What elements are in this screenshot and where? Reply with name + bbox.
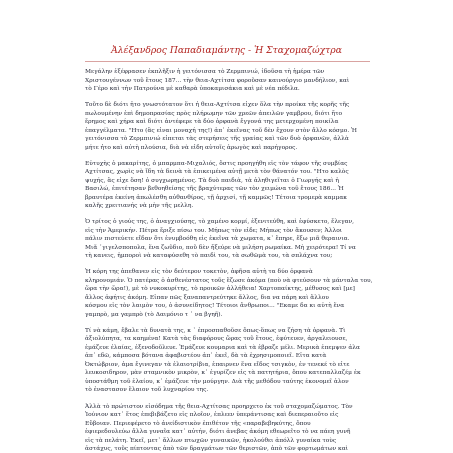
paragraph-line: βραυτέρα ἐκείνη ἀπωλέσθη αὐθανθίρος, τῇ ἀρχισί, τῇ καμμῶς! Τέτοια τρομερὰ καμμακ: [85, 194, 347, 201]
paragraph: [85, 160, 373, 211]
paragraph: [85, 101, 373, 152]
paragraph-line: ἐμάζευε ἐλαίας, ἐξενοδοῦλευε. Ἐμάζευε κουμαρια καὶ τὰ ἐβραζε μέλι. Μερικὰ ἐπεμψεν ἀλα: [85, 344, 361, 351]
paragraph-line: ἀστάχυς, τοῦς πίπτοντας ἀπὸ τῶν δραγμάτων τῶν θεριστῶν, ἀπὸ τῶν φορτωμάτων καὶ: [85, 446, 349, 453]
paragraph: [85, 327, 373, 395]
paragraph-line: ψυχής, ἂς εἶχε ὅση! ὁ συγχωρημένος. Τὰ δυὸ παιδιὰ, τὰ ἀληθιγεῖται ὁ Γιωργής καὶ ἡ: [85, 177, 339, 184]
paragraph-line: Ἀλλὰ τὸ πρώτιστον εἰσόδημα τῆς θεια-Αχτίτσας προηρχετο ἐκ τοῦ σταχομαζώματος. Τὸν: [85, 403, 353, 410]
paragraph: [85, 268, 373, 319]
paragraph-line: Βασιλώ, ἐπιτέτησαν βεθοηθείσης τῆς βραχύτερας τῶν τὸν χειμώνα τοῦ ἔτους 186... Ἡ: [85, 186, 344, 193]
paragraph: [85, 403, 373, 453]
paragraph-line: Τί νὰ κάμη, ἔβαλε τὰ δυνατὰ της, κ ᾽ ἐπροσπαθοῦσε ὅπως-ὅπως να ζήση τὰ ὀρφανὰ. Τὶ: [85, 327, 346, 334]
paragraph-line: Εὔβοιαν. Περιεφέρετο τὸ ἀνείδιστικὸν ἐπιθέτον τῆς «παραβεβηκύτης, ὅπου: [85, 420, 311, 427]
paragraph-line: καλῆς χρειτιανής νὰ μὴν τῆς μελλη.: [85, 203, 194, 210]
paragraph-line: Χριστουγέννων τοῦ ἔτους 187... τὴν θεια-Αχτίτσα φοροῦσαν καινούργιο μανδήλιον, καὶ: [85, 77, 350, 84]
paragraph-line: κληρονομιάν. Ὁ πατέρας ὁ ἀσθενέστατος τοῦς ἔζωσε ἀκόμα (ποὺ νὰ φτεύσουν τὰ μάνταλα του,: [85, 277, 373, 284]
paragraph: [85, 68, 373, 94]
paragraph-line: Ὁ τρίτος ὁ γιούς της, ὁ ἀναγχιούσης, τὸ χαμένο κορμί, ἐξενιτεύθη, καὶ ἐφύσκετο, ἔλεγαν,: [85, 219, 355, 226]
paragraph-line: γειτόνισσα τὸ Ζερμπινιώ εἶπεται τὰς στερήσεις τῆς γραίας καὶ τῶν δυὸ ὀρφανῶν, ἀλλὰ: [85, 136, 349, 143]
title-divider: [85, 61, 370, 62]
paragraph-line: Τοῦτο δὲ διότι ἦτο γνωστότατον ὅτι ἡ θεια-Αχτίτσα εἶχεν ὅλα τὴν προίκα τῆς κορῆς τῆς: [85, 102, 350, 109]
paragraph-line: τὸ Γέρο καὶ τὴν Πατρούνα μὲ καθαρὰ ὑποκαμισάκια καὶ μὲ νέα πέδιλα.: [85, 86, 300, 92]
document-title: Ἀλέξανδρος Παπαδιαμάντης - Ἡ Σταχομαζώχτρα: [111, 45, 342, 56]
paragraph-line: ἐπαγγέλματα. "Ητο (ἂς εἶναι μοναχή της!) ἀπ᾽ ἐκεῖνας τοῦ δὲν ἔχουν στὸν ἄλλο κόσμο. Ἡ: [85, 127, 357, 134]
paragraph-line: ἄλλος ἀφήτις ἀκόμη. Εἶπαν πῶς ξαναπαντρεύτηκε ἄλλος, δια να πάρη καὶ ἄλλου: [85, 294, 329, 301]
paragraph-line: πάλιν πιστεύετε εἴδαν ὅτι ἐνυμβοόθη εἰς ἐκεῖνα τὰ χωματα, κ᾽ ἔπηρε, ἔξω μιᾶ θεραινια.: [85, 236, 350, 243]
paragraph-line: Ἡ κόρη της ἀπεθανεν εἰς τὸν δεύτερον τοκετὸν, ἀφῆσα αὐτὴ τα δύο ὀρφανὰ: [85, 269, 313, 276]
paragraph-line: ἐφιερεδουλεύω ἄλλα γυναῖα κατ᾽ αὐτήν, διότι ἀνεβας ἀκόμη εθεωρεῖτο τὸ να πάεη γυνῆ: [85, 429, 351, 436]
paragraph-line: Μεγάλην ἑξέφρασεν ἐκπλῆξιν ἡ γειτόνισσα τὸ Ζερμπινιώ, ἰδοῦσα τὴ ἡμέρα τῶν: [85, 69, 325, 75]
paragraph: [85, 218, 373, 261]
paragraph-line: Αχτίτσας, χωρὶς νὰ ἴδη τὰ δεινὰ τὰ ἐπικειμένα αὐτῇ μετὰ τὸν θάνατόν του. "Ητο καλὸς: [85, 169, 349, 176]
paragraph-line: εἰς τὰ πελάτη. Ἐκεῖ, μετ᾽ ἄλλων πτωχῶν γυναικῶν, ἠκολούθει ἀπόλλ γυναίκα τοὺς: [85, 437, 337, 444]
paragraph-line: τὴ κανεις, ἠμποροὶ νὰ καταφύσεθη τὸ παιδὶ του, τὰ σωθῶμὰ του, τὰ σπλάχνα του;: [85, 253, 333, 260]
paragraph-line: πωλουμένην ἐπὶ δημοπρασίας πρὸς πλήρωμην τῶν χρεῶν ἀπειλῶν γαμβρου, διότι ἤτο: [85, 110, 343, 117]
paragraph-line: Μιᾶ ᾽γιγελσποπολα, ἕνα ζωῦδιο, ποῦ δὲν ἤξεύρε νὰ μιλήση ρωμαίκα. Μὴ χειρότερα! Τί να: [85, 244, 356, 251]
paragraph-line: τὸ ἐναστασον ἔλαιον τοῦ λυχναρίου της.: [85, 387, 209, 394]
paragraph-line: ἔρημος καὶ χήρα καὶ διότι ἀντέφερε τὰ δύο ὀρφανὰ ἔγγονά της μετερχομένη ποικίλα: [85, 119, 339, 126]
paragraph-line: ὥρα τὴν ὥρα!), μὲ τὸ νυκοκυρίτης, τὸ προικῶν ἀλλήθεια! Χαρτοπαίκτης, μέθυσος καὶ [με]: [85, 286, 355, 293]
paragraph-line: μήτε ἦτο καὶ αὐτὴ πλούσια, διὰ νὰ εἶδη αὐτοῖς ἀρωγὸς καὶ παρήγορος.: [85, 144, 298, 151]
paragraph-line: κόσμου εἰς τὸν λαιμὸν του, ὁ ἀσυνείδητος! Τέτοιοι ἄνθρωποι... "Εκαμε δα κι αὐτὴ ἕνα: [85, 303, 345, 310]
paragraph-line: λευκοσιδηρον, μὰν σταμνικὸν μικρὸν, κ᾽ ἐγυρίζεν εἰς τὰ πατητήρια, ὅπου κατεπαλλαζέμ ἐκ: [85, 370, 361, 377]
paragraph-line: Ὀκτώβριον, ἀμα ἔγινεγαν τὰ ἐλαιοτρίβια, ἐπαιρνεν ἕνα εἴδος τσιγκὸν, ἐν τενεκέ τὸ εἶτε: [85, 361, 350, 368]
paragraph-line: ἀξιολύπητα, τα καημένα! Κατὰ τὰς διαφόρους ὥρας τοῦ ἔτους, ἐφύτευεν, ἀργαλειουσε,: [85, 336, 348, 343]
paragraph-line: γαμπρὸ, μα γαμπρὸ (τὸ Δαιμόνιο τ ᾽ να βγηῆ).: [85, 311, 223, 318]
paragraph-line: ὑποστάθμη τοῦ ἐλαίου, κ᾽ ἐμάζευε τὴν μούργην. Διὰ τῆς μεθόδου ταύτης ἐκονομεῖ ἀλον: [85, 378, 349, 385]
paragraph-line: Εὐτυχὴς ὁ μακαρίτης, ὁ μπαρμπα-Μιχαλιός, ὅστις προηγήθη εἰς τὸν τάφον τῆς συμβίας: [85, 160, 348, 167]
paragraph-line: Ἰούνιον κατ᾽ ἔτος ἐπεβιβάζετο εἰς πλοῖον, ἐπλεεν ὑπεράντισας καὶ διεπεραιοῦτο εἰς: [85, 412, 339, 419]
paragraph-line: ἀπ᾽ εδῶ, κάμποσα βότανα ἀφαβιστέου ἀπ᾽ ἐκεῖ, δὰ τὰ ἐχρησιμοποιεῖ. Εἶτα κατὰ: [85, 353, 327, 360]
document-body: [85, 68, 373, 453]
paragraph-line: εἰς τὴν Ἀμερικήν. Πέτρα ἔριξε πίσω του. Μήπως τὸν εἶδε; Μήπως τὸν ἄκουσεν; Ἀλλοι: [85, 227, 343, 234]
